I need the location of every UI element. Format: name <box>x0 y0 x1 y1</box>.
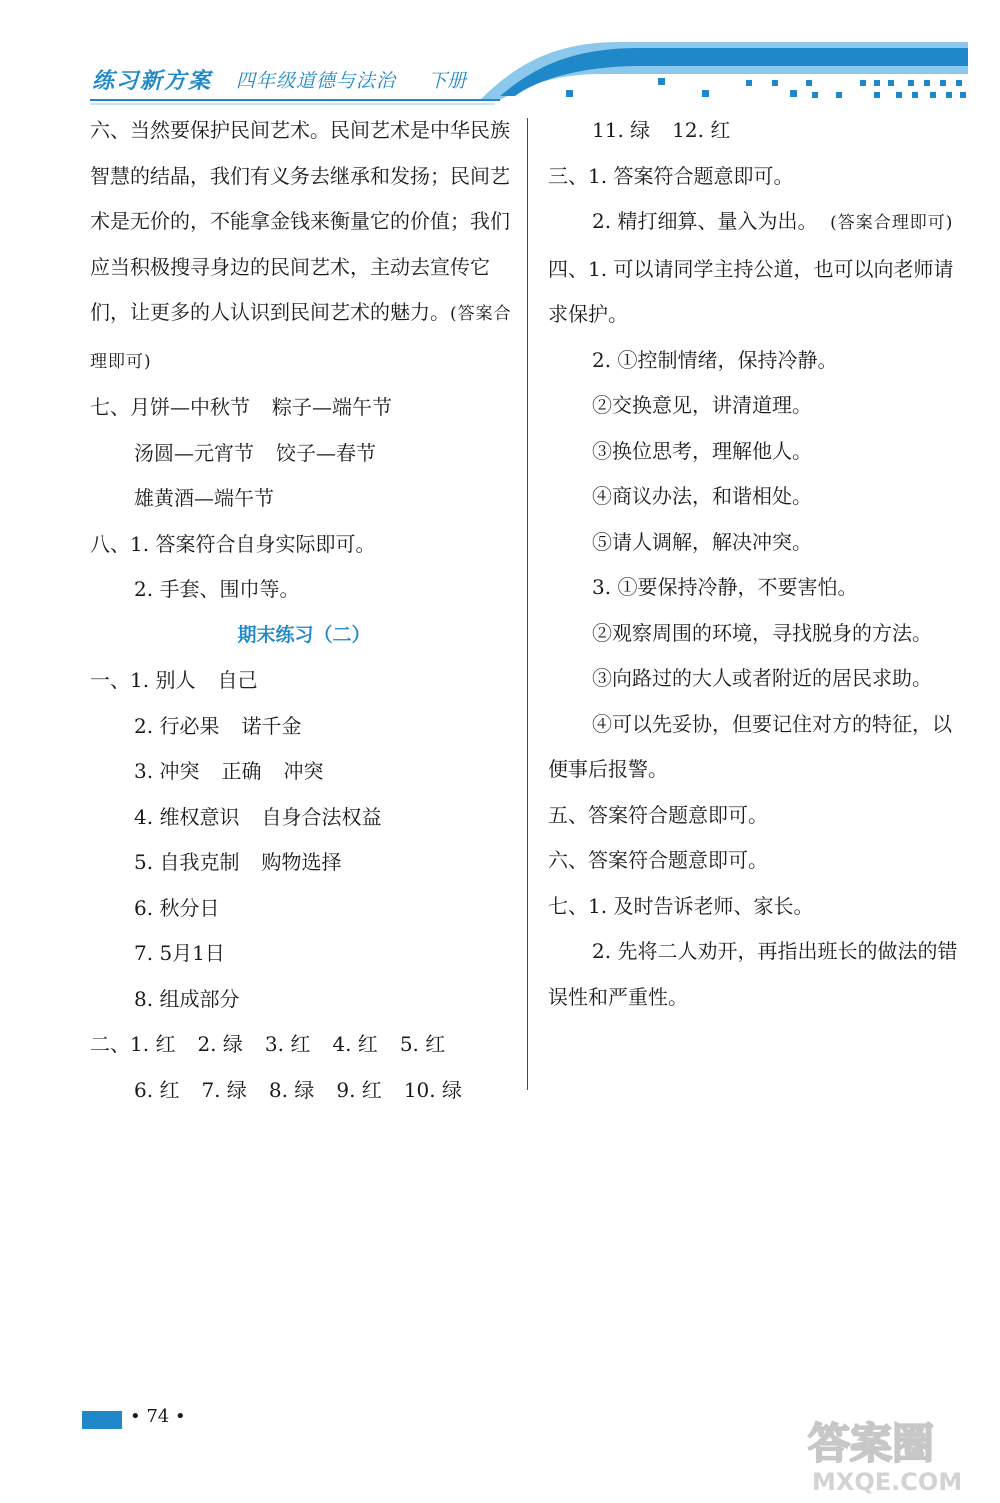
s2-value: 3. 红 <box>264 1032 311 1056</box>
s1-value: 7. 5月1日 <box>134 941 225 965</box>
s3-text: 1. 答案符合题意即可。 <box>588 163 794 188</box>
s6-label: 六、 <box>548 848 588 872</box>
watermark-logo <box>800 1408 970 1502</box>
s4-line <box>548 520 970 566</box>
s2-continued <box>548 108 970 154</box>
book-brand: 练习新方案 <box>92 69 213 94</box>
s1-value: 3. 冲突 <box>134 759 200 783</box>
s6-text: 答案符合题意即可。 <box>588 848 768 872</box>
s4-label: 四、 <box>548 256 588 281</box>
s1-item <box>90 704 518 750</box>
s4-text: ④可以先妥协，但要记住对方的特征，以便事后报警。 <box>548 711 952 781</box>
s4-text: 2. ①控制情绪，保持冷静。 <box>592 347 838 372</box>
s2-value: 12. 红 <box>672 118 731 142</box>
right-column <box>548 108 970 1020</box>
column-divider <box>527 118 528 1090</box>
s2-value: 9. 红 <box>336 1077 382 1102</box>
s4-line <box>548 474 970 520</box>
s7-text: 2. 先将二人劝开，再指出班长的做法的错误性和严重性。 <box>548 939 958 1009</box>
s3-note: (答案合理即可) <box>830 213 954 233</box>
q7-pair: 雄黄酒—端午节 <box>134 486 274 510</box>
s4-text: ③换位思考，理解他人。 <box>592 438 812 463</box>
q7-label: 七、 <box>90 395 130 419</box>
s1-item <box>90 749 518 795</box>
book-subtitle: 四年级道德与法治 <box>236 70 397 92</box>
answer-q6 <box>90 108 518 385</box>
q7-pair: 粽子—端午节 <box>272 395 392 419</box>
s7-label: 七、 <box>548 893 588 918</box>
s1-value: 自身合法权益 <box>261 804 382 829</box>
s4-line <box>548 338 970 384</box>
q7-pair: 饺子—春节 <box>276 440 376 465</box>
s2-value: 11. 绿 <box>592 118 651 142</box>
s1-value: 5. 自我克制 <box>134 850 240 874</box>
s1-item <box>90 886 518 932</box>
s7-item1 <box>548 884 970 930</box>
s7-item2 <box>548 929 970 1020</box>
s1-value: 自己 <box>217 668 258 692</box>
q6-text: 当然要保护民间艺术。民间艺术是中华民族智慧的结晶，我们有义务去继承和发扬；民间艺术是无价的，不能拿金钱来衡量它的价值；我们应当积极搜寻身边的民间艺术，主动去宣传它们，让更多的人认识到民间艺术的魅力。 <box>90 118 510 324</box>
s1-value: 购物选择 <box>261 850 342 874</box>
q7-pair: 汤圆—元宵节 <box>134 440 254 465</box>
s6 <box>548 838 970 884</box>
s4-line <box>548 565 970 611</box>
s2-value: 2. 绿 <box>197 1032 243 1056</box>
s2-value: 5. 红 <box>399 1032 446 1056</box>
q6-label: 六、 <box>90 118 130 142</box>
section-title: 期末练习（二） <box>237 623 371 646</box>
q8-item: 2. 手套、围巾等。 <box>134 577 300 601</box>
s1-item <box>90 658 518 704</box>
s1-item <box>90 931 518 977</box>
q8-label: 八、 <box>90 531 130 556</box>
s1-value: 1. 别人 <box>130 668 196 692</box>
q6-note: (答案合理即可) <box>90 304 512 372</box>
s4-text: ②交换意见，讲清道理。 <box>592 393 812 417</box>
s2-label: 二、 <box>90 1032 130 1056</box>
s4-text: ③向路过的大人或者附近的居民求助。 <box>592 666 932 690</box>
s4-line <box>548 702 970 793</box>
s2-row1 <box>90 1022 518 1068</box>
s1-label: 一、 <box>90 668 130 692</box>
s2-value: 1. 红 <box>130 1032 176 1056</box>
s1-value: 4. 维权意识 <box>134 804 240 829</box>
s2-value: 8. 绿 <box>268 1077 315 1102</box>
s4-text: ④商议办法，和谐相处。 <box>592 484 812 508</box>
s4-item1 <box>548 247 970 338</box>
answer-q7-row1 <box>90 385 518 431</box>
s3-item2 <box>548 199 970 247</box>
answer-q7-row3 <box>90 476 518 522</box>
s4-text: 3. ①要保持冷静，不要害怕。 <box>592 575 858 599</box>
s1-item <box>90 977 518 1023</box>
left-column <box>90 108 518 1113</box>
s1-item <box>90 795 518 841</box>
page-number: • 74 • <box>130 1406 186 1427</box>
footer-color-bar <box>82 1411 122 1429</box>
s4-line <box>548 429 970 475</box>
s1-value: 6. 秋分日 <box>134 895 220 920</box>
s3-item1 <box>548 154 970 200</box>
s4-text: 1. 可以请同学主持公道，也可以向老师请求保护。 <box>548 256 954 326</box>
q7-pair: 月饼—中秋节 <box>130 395 250 419</box>
s1-value: 8. 组成部分 <box>134 986 240 1011</box>
watermark-text: 答案圈 <box>808 1419 935 1468</box>
s4-line <box>548 656 970 702</box>
s2-row2 <box>90 1068 518 1114</box>
s2-value: 10. 绿 <box>403 1077 462 1102</box>
s2-value: 7. 绿 <box>201 1077 247 1102</box>
s5-text: 答案符合题意即可。 <box>588 802 768 827</box>
page-header <box>0 0 1000 110</box>
s3-label: 三、 <box>548 163 588 188</box>
s1-item <box>90 840 518 886</box>
answer-q8-item1 <box>90 522 518 568</box>
s4-line <box>548 611 970 657</box>
s4-text: ⑤请人调解，解决冲突。 <box>592 529 812 554</box>
s7-text: 1. 及时告诉老师、家长。 <box>588 893 814 918</box>
s4-line <box>548 383 970 429</box>
s5 <box>548 793 970 839</box>
book-volume: 下册 <box>428 70 467 92</box>
s1-value: 正确 <box>221 759 262 783</box>
watermark-domain: MXQE.COM <box>812 1468 963 1496</box>
s1-value: 冲突 <box>283 759 324 783</box>
s1-value: 2. 行必果 <box>134 713 220 738</box>
answer-q8-item2 <box>90 567 518 613</box>
s5-label: 五、 <box>548 802 588 827</box>
q8-item: 1. 答案符合自身实际即可。 <box>130 531 376 556</box>
s1-value: 诺千金 <box>241 713 302 738</box>
answer-q7-row2 <box>90 431 518 477</box>
s3-text: 2. 精打细算、量入为出。 <box>592 209 818 233</box>
s4-text: ②观察周围的环境，寻找脱身的方法。 <box>592 620 932 645</box>
s2-value: 4. 红 <box>332 1032 378 1056</box>
s2-value: 6. 红 <box>134 1077 180 1102</box>
